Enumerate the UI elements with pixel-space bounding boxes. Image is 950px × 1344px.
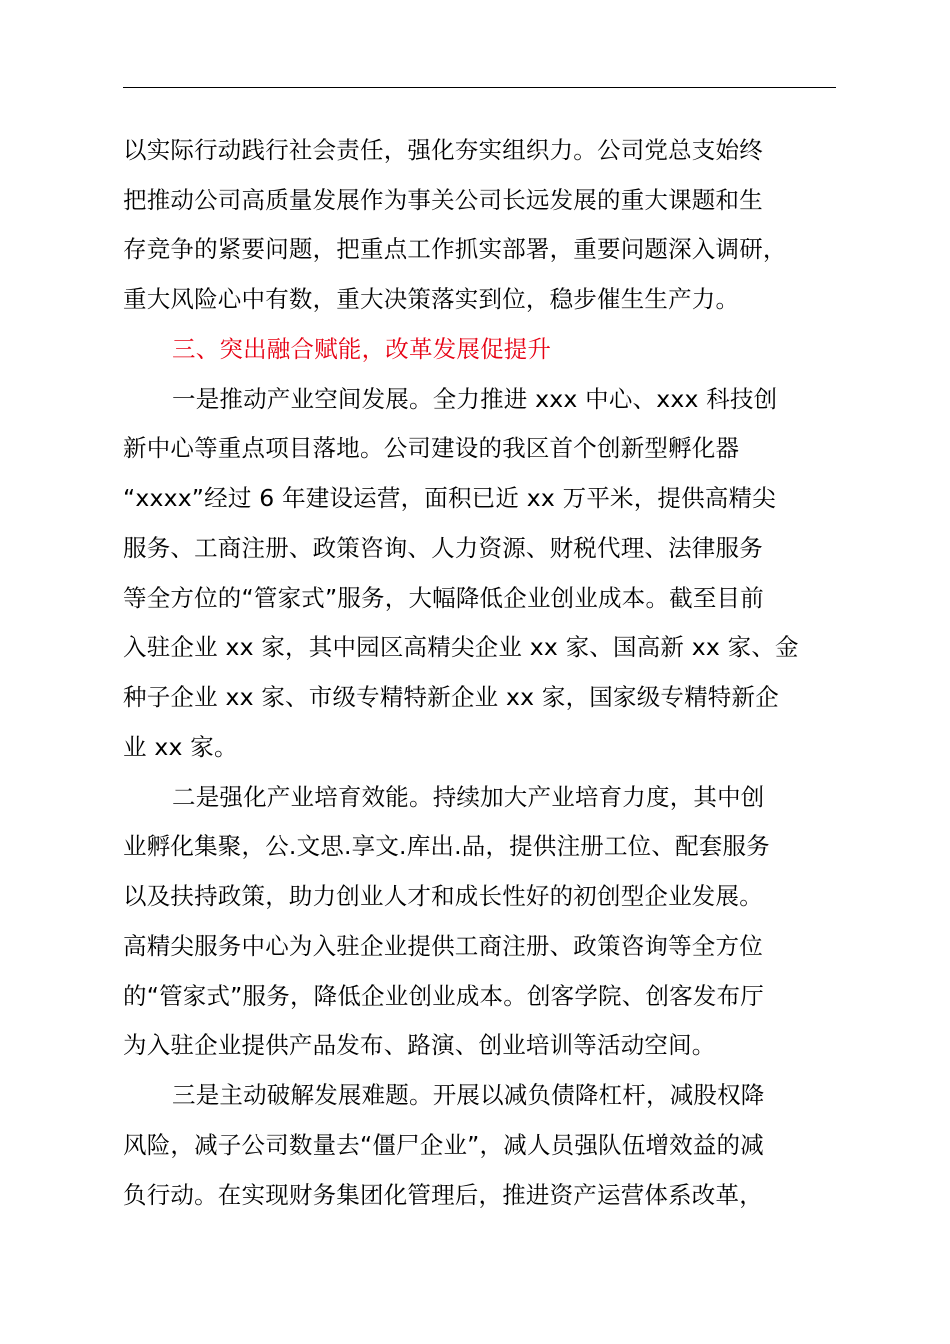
paragraph-1-line-1: 以实际行动践行社会责任，强化夯实组织力。公司党总支始终: [123, 136, 763, 164]
paragraph-4-line-3: 负行动。在实现财务集团化管理后，推进资产运营体系改革，: [123, 1181, 763, 1209]
paragraph-3-line-4: 高精尖服务中心为入驻企业提供工商注册、政策咨询等全方位: [123, 932, 763, 960]
paragraph-2-line-1: 一是推动产业空间发展。全力推进 xxx 中心、xxx 科技创: [172, 385, 778, 413]
paragraph-2-line-7: 种子企业 xx 家、市级专精特新企业 xx 家，国家级专精特新企: [123, 683, 779, 711]
paragraph-3-line-3: 以及扶持政策，助力创业人才和成长性好的初创型企业发展。: [123, 882, 763, 910]
paragraph-2-line-6: 入驻企业 xx 家，其中园区高精尖企业 xx 家、国高新 xx 家、金: [123, 633, 799, 661]
paragraph-3-line-6: 为入驻企业提供产品发布、路演、创业培训等活动空间。: [123, 1031, 716, 1059]
paragraph-2-line-3: “xxxx”经过 6 年建设运营，面积已近 xx 万平米，提供高精尖: [123, 484, 776, 512]
paragraph-2-line-4: 服务、工商注册、政策咨询、人力资源、财税代理、法律服务: [123, 534, 763, 562]
paragraph-3-line-1: 二是强化产业培育效能。持续加大产业培育力度，其中创: [172, 783, 765, 811]
header-rule: [123, 87, 836, 88]
paragraph-2-line-2: 新中心等重点项目落地。公司建设的我区首个创新型孵化器: [123, 434, 740, 462]
paragraph-3-line-2: 业孵化集聚，公.文思.享文.库出.品，提供注册工位、配套服务: [123, 832, 770, 860]
paragraph-1-line-4: 重大风险心中有数，重大决策落实到位，稳步催生生产力。: [123, 285, 740, 313]
paragraph-4-line-1: 三是主动破解发展难题。开展以减负债降杠杆，减股权降: [172, 1081, 765, 1109]
paragraph-3-line-5: 的“管家式”服务，降低企业创业成本。创客学院、创客发布厅: [123, 982, 764, 1010]
paragraph-2-line-8: 业 xx 家。: [123, 733, 238, 761]
paragraph-1-line-3: 存竞争的紧要问题，把重点工作抓实部署，重要问题深入调研，: [123, 235, 787, 263]
paragraph-4-line-2: 风险，减子公司数量去“僵尸企业”，减人员强队伍增效益的减: [123, 1131, 764, 1159]
paragraph-1-line-2: 把推动公司高质量发展作为事关公司长远发展的重大课题和生: [123, 186, 763, 214]
paragraph-2-line-5: 等全方位的“管家式”服务，大幅降低企业创业成本。截至目前: [123, 584, 764, 612]
section-heading: 三、突出融合赋能，改革发展促提升: [172, 335, 552, 363]
